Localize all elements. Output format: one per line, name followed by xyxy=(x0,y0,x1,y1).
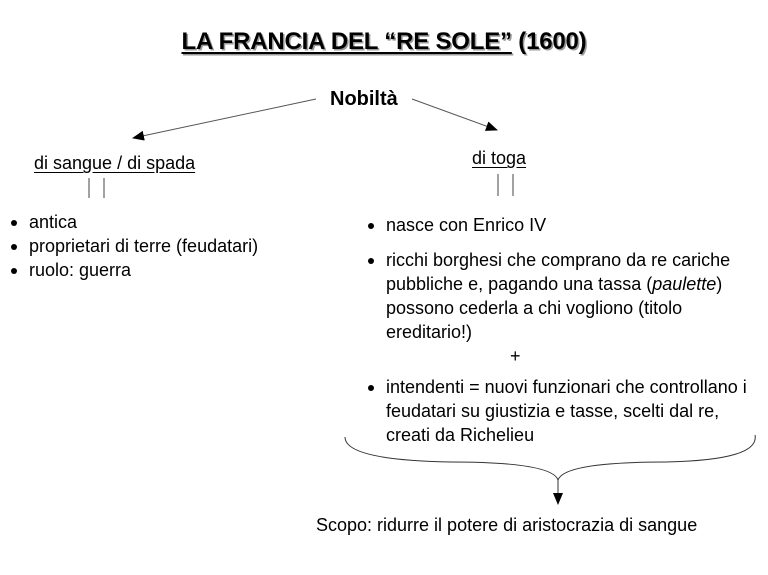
arrow-to-right-branch xyxy=(412,99,497,130)
root-node-nobilta: Nobiltà xyxy=(330,88,398,110)
item2-part1: ricchi borghesi che comprano da re cariche pubbliche e, pagando una tassa ( xyxy=(386,250,731,294)
list-item: antica xyxy=(10,210,330,234)
right-branch-label: di toga xyxy=(472,148,527,168)
arrow-to-left-branch xyxy=(133,99,316,138)
left-branch-list xyxy=(10,210,330,282)
item2-part2: ) possono cederla a chi vogliono (titolo ereditario!) xyxy=(386,274,723,342)
title-main: LA FRANCIA DEL “RE SOLE” xyxy=(181,28,512,55)
list-item-intendenti: intendenti = nuovi funzionari che controllano i feudatari su giustizia e tasse, scelti dal re, creati da Richelieu xyxy=(367,375,752,447)
list-item: proprietari di terre (feudatari) xyxy=(10,234,330,258)
item2-italic: paulette xyxy=(652,274,717,294)
right-branch-list-2 xyxy=(367,375,752,458)
list-item-borghesi xyxy=(367,248,752,344)
list-item: nasce con Enrico IV xyxy=(367,213,752,237)
list-item: ruolo: guerra xyxy=(10,258,330,282)
scopo-text: Scopo: ridurre il potere di aristocrazia di sangue xyxy=(316,515,698,535)
left-branch-label: di sangue / di spada xyxy=(34,153,196,173)
right-branch-list xyxy=(367,213,752,355)
title-year: (1600) xyxy=(518,28,587,55)
plus-sign: + xyxy=(510,346,521,366)
